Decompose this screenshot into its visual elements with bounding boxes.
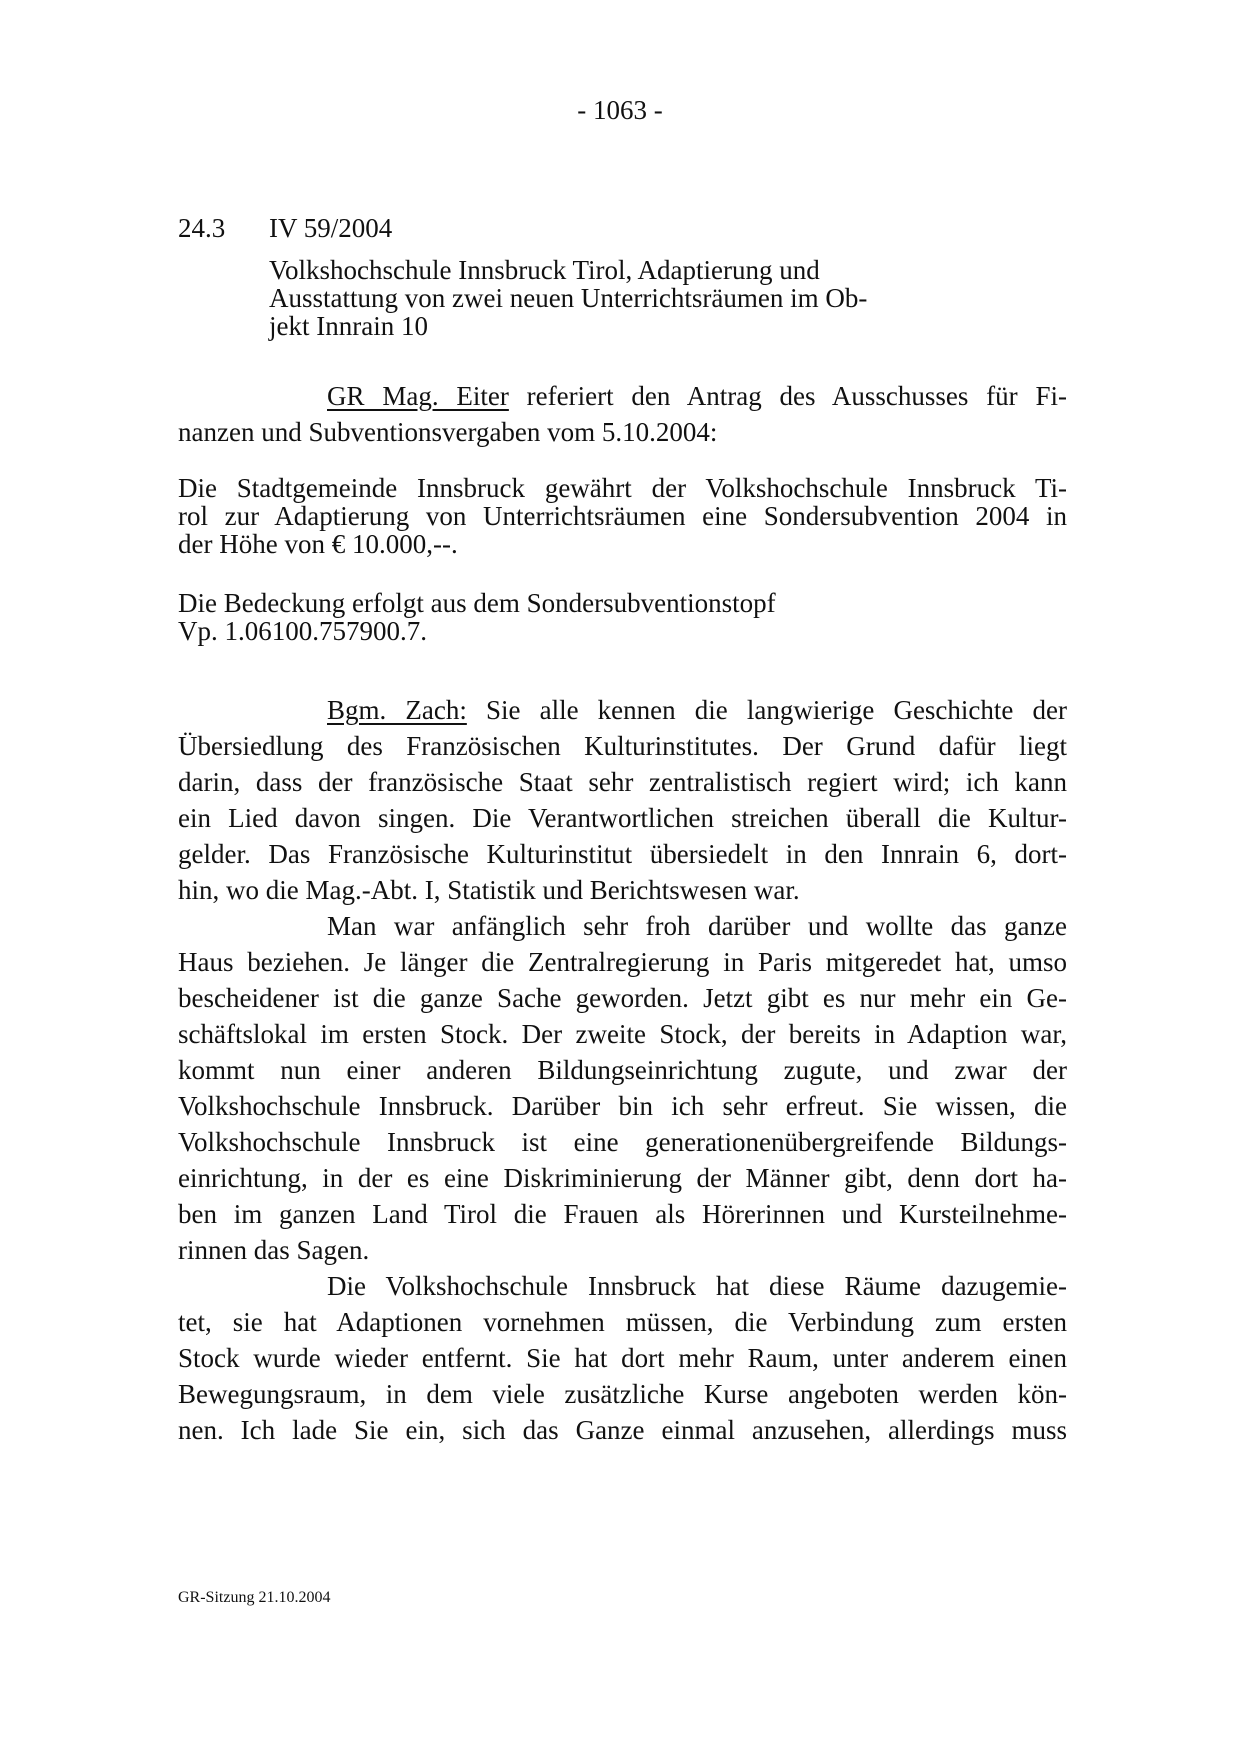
text-line: rinnen das Sagen. (178, 1235, 370, 1265)
text-line: der Höhe von € 10.000,--. (178, 529, 458, 559)
page-number: - 1063 - (577, 95, 663, 125)
text-line: bescheidener ist die ganze Sache geworden. Jetzt gibt es nur mehr ein Ge- (178, 983, 1067, 1013)
text-line: ein Lied davon singen. Die Verantwortlichen streichen überall die Kultur- (178, 803, 1067, 833)
text-line: Die Bedeckung erfolgt aus dem Sondersubventionstopf (178, 588, 776, 618)
text-line: Die Volkshochschule Innsbruck hat diese Räume dazugemie- (327, 1271, 1067, 1301)
text-line: nen. Ich lade Sie ein, sich das Ganze einmal anzusehen, allerdings muss (178, 1415, 1067, 1445)
text-line: Die Stadtgemeinde Innsbruck gewährt der Volkshochschule Innsbruck Ti- (178, 473, 1067, 503)
report-paragraph (178, 378, 1067, 450)
text-line: tet, sie hat Adaptionen vornehmen müssen, die Verbindung zum ersten (178, 1307, 1067, 1337)
text-line: rol zur Adaptierung von Unterrichtsräumen eine Sondersubvention 2004 in (178, 501, 1067, 531)
speaker-name: Bgm. Zach: (327, 695, 467, 725)
agenda-item-number: 24.3 (178, 213, 226, 243)
text-line: Stock wurde wieder entfernt. Sie hat dort mehr Raum, unter anderem einen (178, 1343, 1067, 1373)
text-line: Vp. 1.06100.757900.7. (178, 616, 427, 646)
page-footer: GR-Sitzung 21.10.2004 (178, 1589, 331, 1606)
subject-line: Ausstattung von zwei neuen Unterrichtsräumen im Ob- (269, 283, 868, 313)
speech-body (178, 692, 1067, 1448)
text-line: darin, dass der französische Staat sehr zentralistisch regiert wird; ich kann (178, 767, 1067, 797)
text-line: kommt nun einer anderen Bildungseinrichtung zugute, und zwar der (178, 1055, 1067, 1085)
text-line: einrichtung, in der es eine Diskriminierung der Männer gibt, denn dort ha- (178, 1163, 1067, 1193)
agenda-item-subject (269, 256, 929, 340)
subject-line: Volkshochschule Innsbruck Tirol, Adaptierung und (269, 255, 820, 285)
text-line: Bewegungsraum, in dem viele zusätzliche Kurse angeboten werden kön- (178, 1379, 1067, 1409)
text-line: hin, wo die Mag.-Abt. I, Statistik und Berichtswesen war. (178, 875, 800, 905)
text-line: schäftslokal im ersten Stock. Der zweite Stock, der bereits in Adaption war, (178, 1019, 1067, 1049)
text-line: GR Mag. Eiter referiert den Antrag des Ausschusses für Fi- (327, 381, 1067, 411)
text-line: Haus beziehen. Je länger die Zentralregierung in Paris mitgeredet hat, umso (178, 947, 1067, 977)
text-line: gelder. Das Französische Kulturinstitut übersiedelt in den Innrain 6, dort- (178, 839, 1067, 869)
text-line: Man war anfänglich sehr froh darüber und wollte das ganze (327, 911, 1067, 941)
subject-line: jekt Innrain 10 (269, 311, 428, 341)
text-line: ben im ganzen Land Tirol die Frauen als Hörerinnen und Kursteilnehme- (178, 1199, 1067, 1229)
text-line: nanzen und Subventionsvergaben vom 5.10.2004: (178, 417, 718, 447)
text-line: Volkshochschule Innsbruck. Darüber bin ich sehr erfreut. Sie wissen, die (178, 1091, 1067, 1121)
text-line: Bgm. Zach: Sie alle kennen die langwierige Geschichte der (327, 695, 1067, 725)
agenda-item-reference: IV 59/2004 (269, 213, 393, 243)
motion-paragraph (178, 474, 1067, 558)
text-line: Übersiedlung des Französischen Kulturinstitutes. Der Grund dafür liegt (178, 731, 1067, 761)
funding-paragraph (178, 589, 1067, 645)
speaker-name: GR Mag. Eiter (327, 381, 509, 411)
text-line: Volkshochschule Innsbruck ist eine generationenübergreifende Bildungs- (178, 1127, 1067, 1157)
